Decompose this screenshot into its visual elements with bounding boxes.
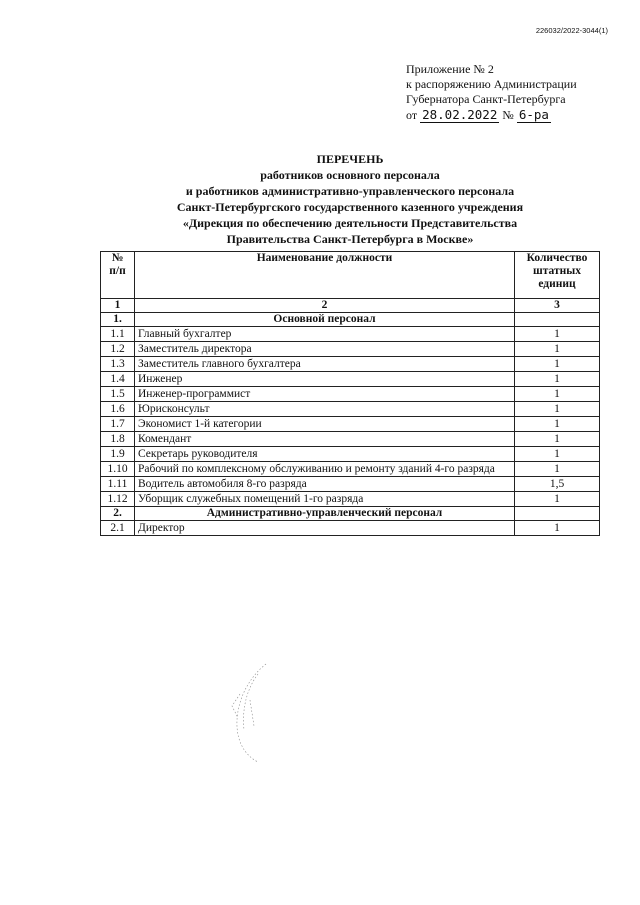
- position-name: Секретарь руководителя: [135, 447, 515, 462]
- staff-count: 1: [515, 462, 600, 477]
- position-name: Заместитель главного бухгалтера: [135, 357, 515, 372]
- row-number: 1.7: [101, 417, 135, 432]
- table-row: [101, 521, 600, 536]
- row-number: 1.9: [101, 447, 135, 462]
- order-date: 28.02.2022: [422, 107, 498, 122]
- position-name: Инженер-программист: [135, 387, 515, 402]
- section-count-empty: [515, 507, 600, 521]
- row-number: 1.5: [101, 387, 135, 402]
- document-id: 226032/2022-3044(1): [535, 26, 608, 35]
- appendix-line-1: Приложение № 2: [406, 62, 494, 76]
- row-number: 1.8: [101, 432, 135, 447]
- document-title: [100, 151, 600, 247]
- section-count-empty: [515, 313, 600, 327]
- table-header-row: [101, 252, 600, 299]
- section-row: [101, 507, 600, 521]
- from-label: от: [406, 108, 418, 122]
- title-line-5: Правительства Санкт-Петербурга в Москве»: [226, 232, 474, 246]
- section-title: Основной персонал: [135, 313, 515, 327]
- table-row: [101, 387, 600, 402]
- row-number: 1.11: [101, 477, 135, 492]
- table-row: [101, 342, 600, 357]
- title-line-3: Санкт-Петербургского государственного казенного учреждения: [176, 200, 524, 214]
- staff-count: 1,5: [515, 477, 600, 492]
- column-number-row: [101, 299, 600, 313]
- appendix-date-line: [406, 107, 577, 123]
- section-number: 2.: [101, 507, 135, 521]
- position-name: Рабочий по комплексному обслуживанию и ремонту зданий 4-го разряда: [135, 462, 515, 477]
- table-row: [101, 462, 600, 477]
- staff-count: 1: [515, 357, 600, 372]
- row-number: 1.10: [101, 462, 135, 477]
- staff-count: 1: [515, 327, 600, 342]
- appendix-line-2: к распоряжению Администрации: [406, 77, 577, 91]
- staff-count: 1: [515, 521, 600, 536]
- table-row: [101, 432, 600, 447]
- header-num: № п/п: [101, 252, 135, 299]
- staff-count: 1: [515, 372, 600, 387]
- table-row: [101, 447, 600, 462]
- staff-table: [100, 251, 600, 536]
- position-name: Комендант: [135, 432, 515, 447]
- row-number: 1.4: [101, 372, 135, 387]
- position-name: Главный бухгалтер: [135, 327, 515, 342]
- column-number: 3: [515, 299, 600, 313]
- position-name: Заместитель директора: [135, 342, 515, 357]
- header-count: Количество штатных единиц: [515, 252, 600, 299]
- column-number: 2: [135, 299, 515, 313]
- table-body: [101, 299, 600, 536]
- staff-count: 1: [515, 492, 600, 507]
- position-name: Юрисконсульт: [135, 402, 515, 417]
- position-name: Уборщик служебных помещений 1-го разряда: [135, 492, 515, 507]
- table-row: [101, 402, 600, 417]
- faint-stamp-mark: [228, 660, 270, 765]
- table-row: [101, 357, 600, 372]
- staff-count: 1: [515, 417, 600, 432]
- row-number: 1.3: [101, 357, 135, 372]
- row-number: 1.1: [101, 327, 135, 342]
- column-number: 1: [101, 299, 135, 313]
- position-name: Экономист 1-й категории: [135, 417, 515, 432]
- row-number: 1.6: [101, 402, 135, 417]
- section-title: Административно-управленческий персонал: [135, 507, 515, 521]
- position-name: Директор: [135, 521, 515, 536]
- staff-count: 1: [515, 402, 600, 417]
- row-number: 1.12: [101, 492, 135, 507]
- table-row: [101, 492, 600, 507]
- table-row: [101, 417, 600, 432]
- appendix-line-3: Губернатора Санкт-Петербурга: [406, 92, 566, 106]
- number-label: №: [502, 108, 514, 122]
- title-line-1: работников основного персонала: [260, 168, 440, 182]
- row-number: 2.1: [101, 521, 135, 536]
- section-number: 1.: [101, 313, 135, 327]
- staff-count: 1: [515, 447, 600, 462]
- header-position: Наименование должности: [135, 252, 515, 299]
- position-name: Инженер: [135, 372, 515, 387]
- staff-count: 1: [515, 342, 600, 357]
- position-name: Водитель автомобиля 8-го разряда: [135, 477, 515, 492]
- title-line-2: и работников административно-управленческого персонала: [185, 184, 515, 198]
- section-row: [101, 313, 600, 327]
- title-line-4: «Дирекция по обеспечению деятельности Представительства: [182, 216, 518, 230]
- staff-count: 1: [515, 432, 600, 447]
- appendix-block: [406, 62, 577, 123]
- title-heading: ПЕРЕЧЕНЬ: [316, 152, 384, 166]
- table-row: [101, 372, 600, 387]
- order-number: 6-ра: [518, 107, 549, 122]
- staff-count: 1: [515, 387, 600, 402]
- table-row: [101, 327, 600, 342]
- row-number: 1.2: [101, 342, 135, 357]
- table-row: [101, 477, 600, 492]
